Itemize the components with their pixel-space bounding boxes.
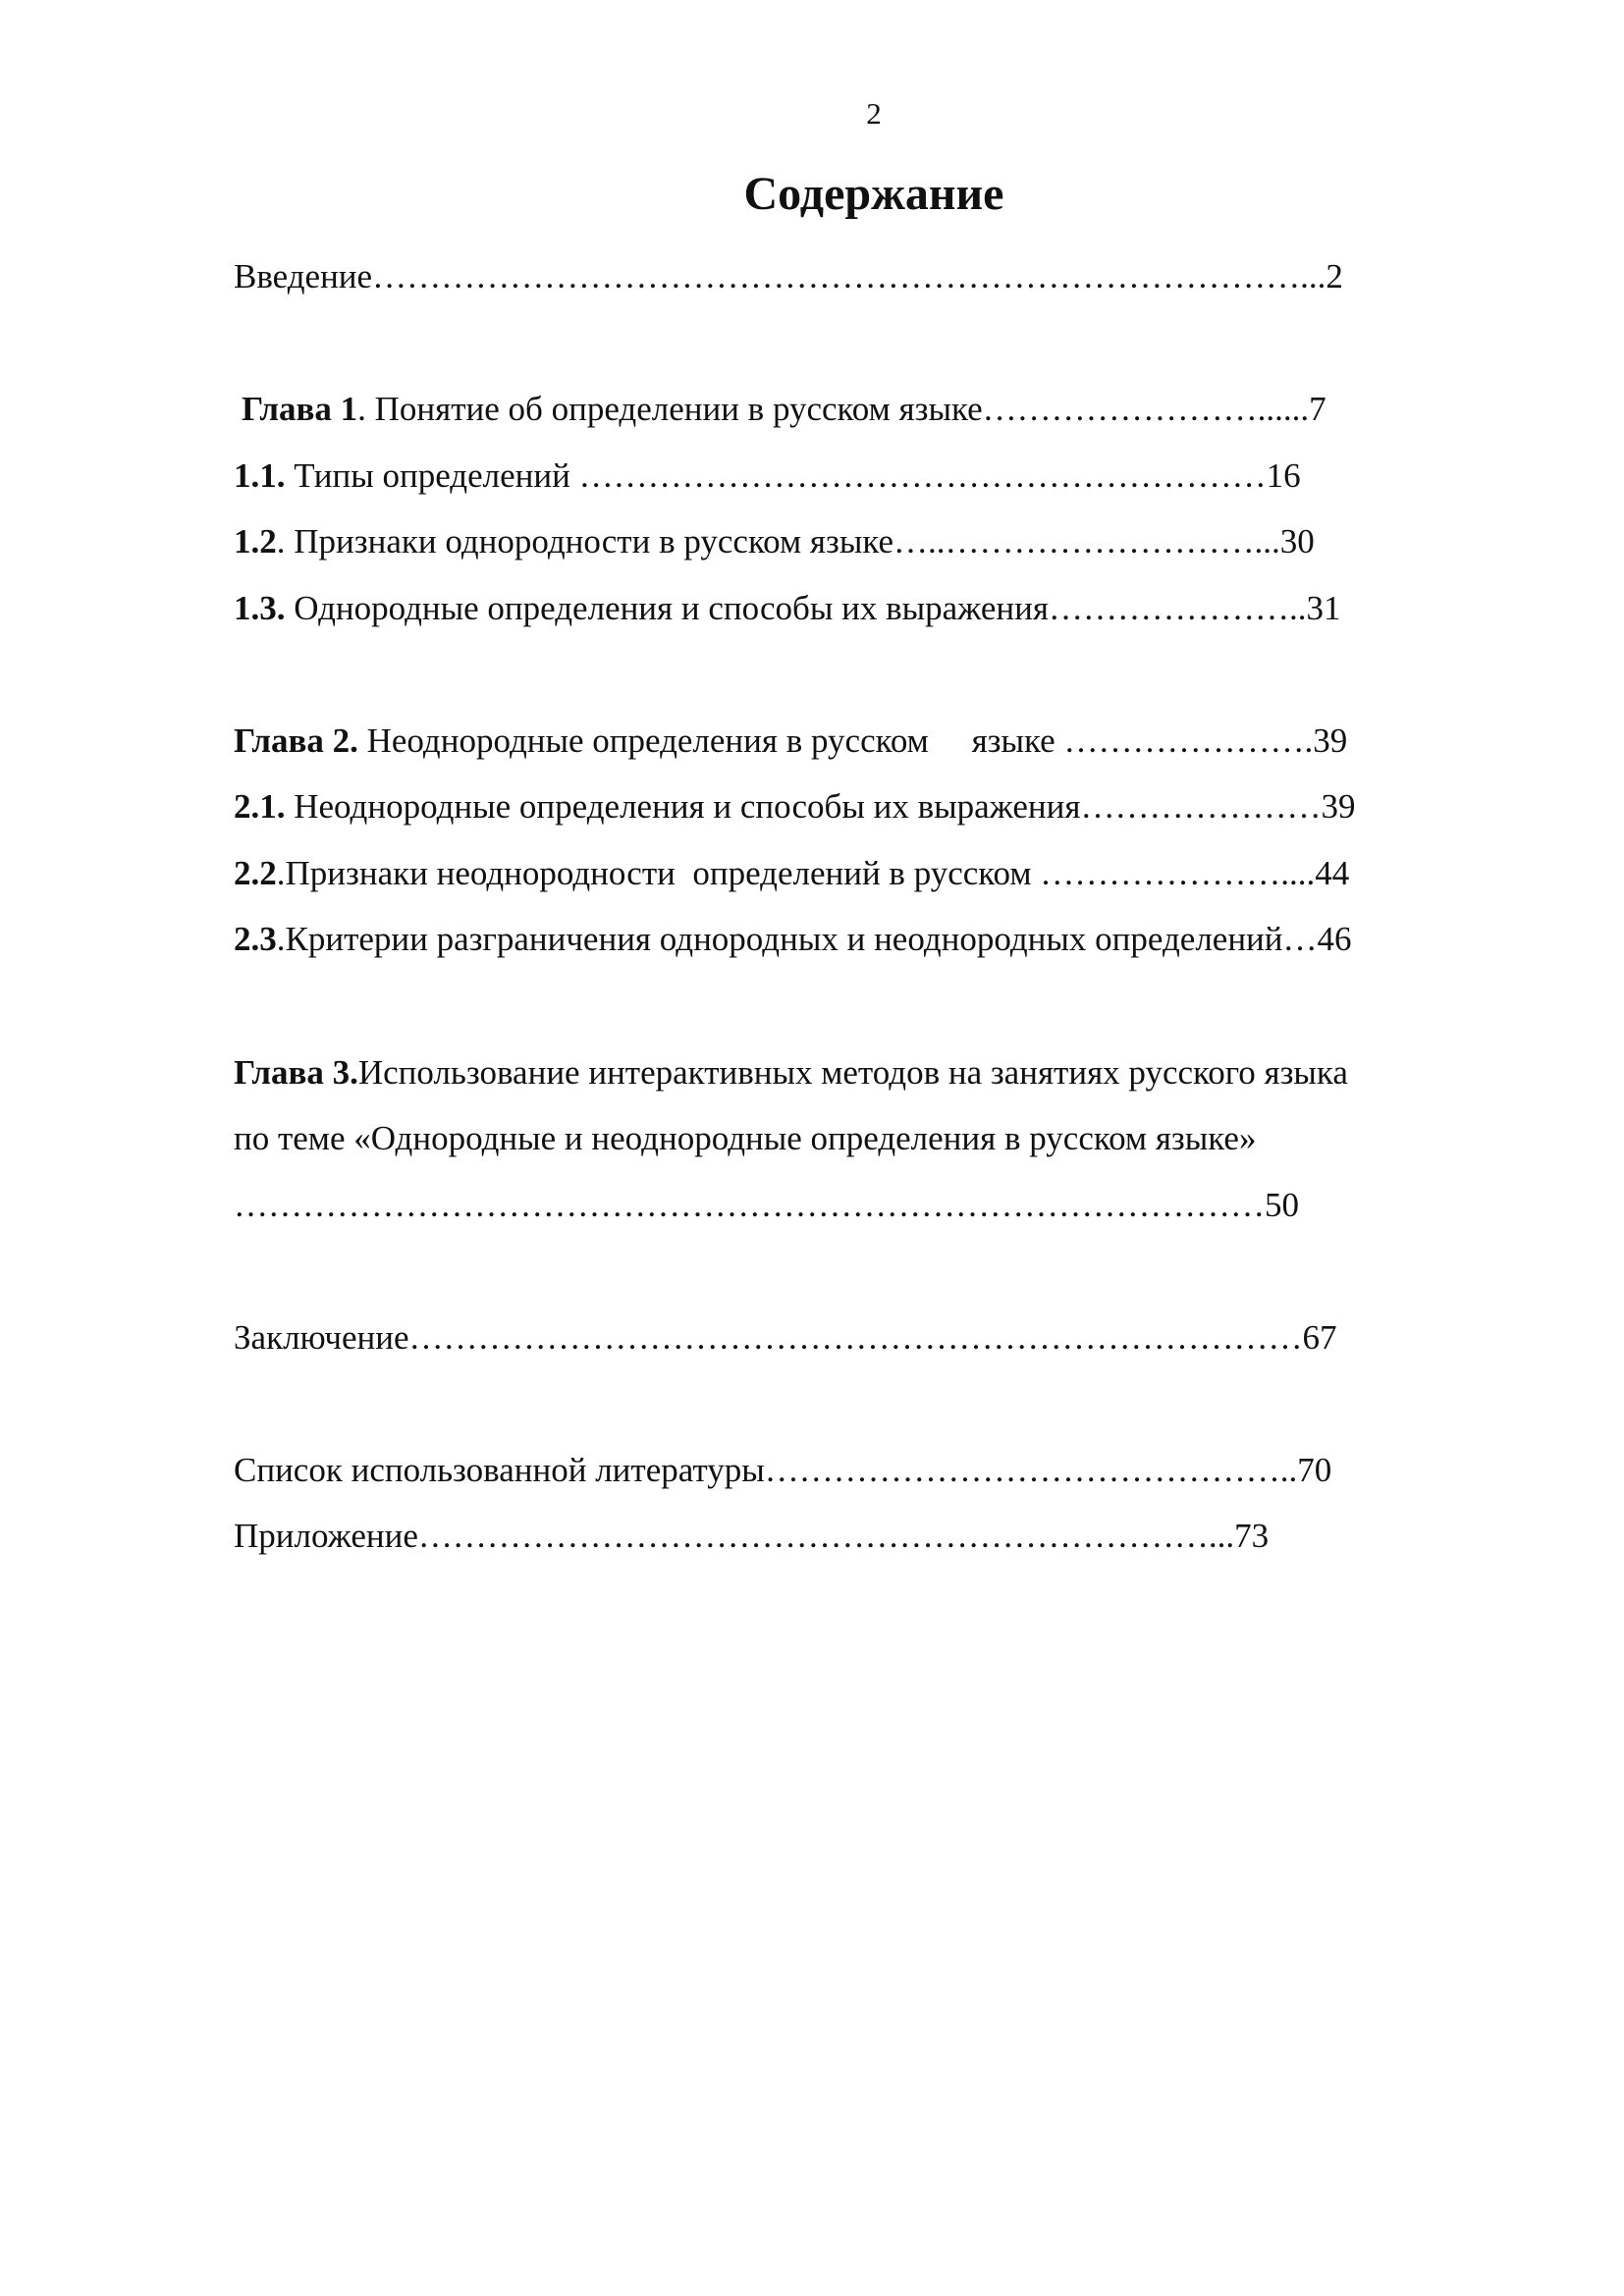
toc-entry-prefix: 2.2 [234, 854, 277, 892]
toc-entry-label: Использование интерактивных методов на занятиях русского языка [357, 1053, 1348, 1092]
toc-entry-1-3 [234, 589, 1341, 628]
toc-entry-leader: …………………..31 [1049, 589, 1341, 627]
toc-entry-leader: ……………………......7 [982, 390, 1326, 428]
toc-entry-leader: ………………….39 [1063, 721, 1348, 760]
toc-entry-chapter-2 [234, 721, 1347, 761]
toc-entry-chapter-3 [234, 1053, 1348, 1093]
toc-entry-label: .Критерии разграничения однородных и неоднородных определений [276, 920, 1283, 958]
toc-entry-leader: ……………………………………………………………………67 [408, 1318, 1337, 1357]
toc-entry-chapter-3-page [234, 1186, 1299, 1225]
toc-entry-appendix [234, 1517, 1269, 1556]
toc-entry-label: Типы определений [285, 456, 579, 495]
toc-entry-label: Список использованной литературы [234, 1451, 765, 1489]
toc-entry-label: Неоднородные определения и способы их выражения [285, 787, 1081, 826]
toc-entry-prefix: 1.3. [234, 589, 286, 627]
toc-entry-1-1 [234, 456, 1301, 496]
toc-entry-label: . Понятие об определении в русском языке [357, 390, 983, 428]
toc-entry-prefix: Глава 3. [234, 1053, 358, 1092]
toc-entry-label: .Признаки неоднородности определений в русском [276, 854, 1041, 892]
toc-entry-chapter-1 [242, 390, 1326, 429]
toc-entry-prefix: 2.3 [234, 920, 277, 958]
toc-entry-label: Заключение [234, 1318, 409, 1357]
toc-entry-1-2 [234, 522, 1315, 561]
toc-entry-leader: ……………………………………………………16 [578, 456, 1301, 495]
page-number: 2 [866, 96, 882, 131]
toc-entry-2-3 [234, 920, 1352, 959]
toc-entry-label: Однородные определения и способы их выражения [285, 589, 1049, 627]
toc-entry-leader: ………………………………………..70 [764, 1451, 1332, 1489]
toc-entry-references [234, 1451, 1331, 1490]
toc-entry-label: Неоднородные определения в русском языке [357, 721, 1064, 760]
toc-entry-prefix: 1.1. [234, 456, 286, 495]
toc-entry-2-2 [234, 854, 1349, 893]
toc-entry-leader: …………………....44 [1040, 854, 1350, 892]
toc-entry-conclusion [234, 1318, 1337, 1358]
toc-entry-leader: ……………………………………………………………...73 [417, 1517, 1270, 1555]
toc-entry-2-1 [234, 787, 1355, 827]
toc-entry-leader: …………………39 [1080, 787, 1356, 826]
toc-entry-chapter-3-continued [234, 1119, 1256, 1158]
toc-entry-leader: …..………………………...30 [893, 522, 1315, 561]
toc-entry-prefix: 1.2 [234, 522, 277, 561]
toc-entry-label: Введение [234, 257, 373, 295]
toc-entry-prefix: 2.1. [234, 787, 286, 826]
toc-entry-label: по теме «Однородные и неоднородные определения в русском языке» [234, 1119, 1257, 1157]
toc-entry-prefix: Глава 2. [234, 721, 358, 760]
toc-entry-label: Приложение [234, 1517, 418, 1555]
toc-entry-leader: ………………………………………………………………………...2 [372, 257, 1343, 295]
toc-entry-prefix: Глава 1 [242, 390, 358, 428]
page-title: Содержание [743, 168, 1004, 220]
toc-entry-leader: ………………………………………………………………………………50 [234, 1186, 1299, 1224]
toc-entry-leader: …46 [1282, 920, 1352, 958]
toc-entry-introduction [234, 257, 1343, 296]
toc-entry-label: . Признаки однородности в русском языке [276, 522, 894, 561]
